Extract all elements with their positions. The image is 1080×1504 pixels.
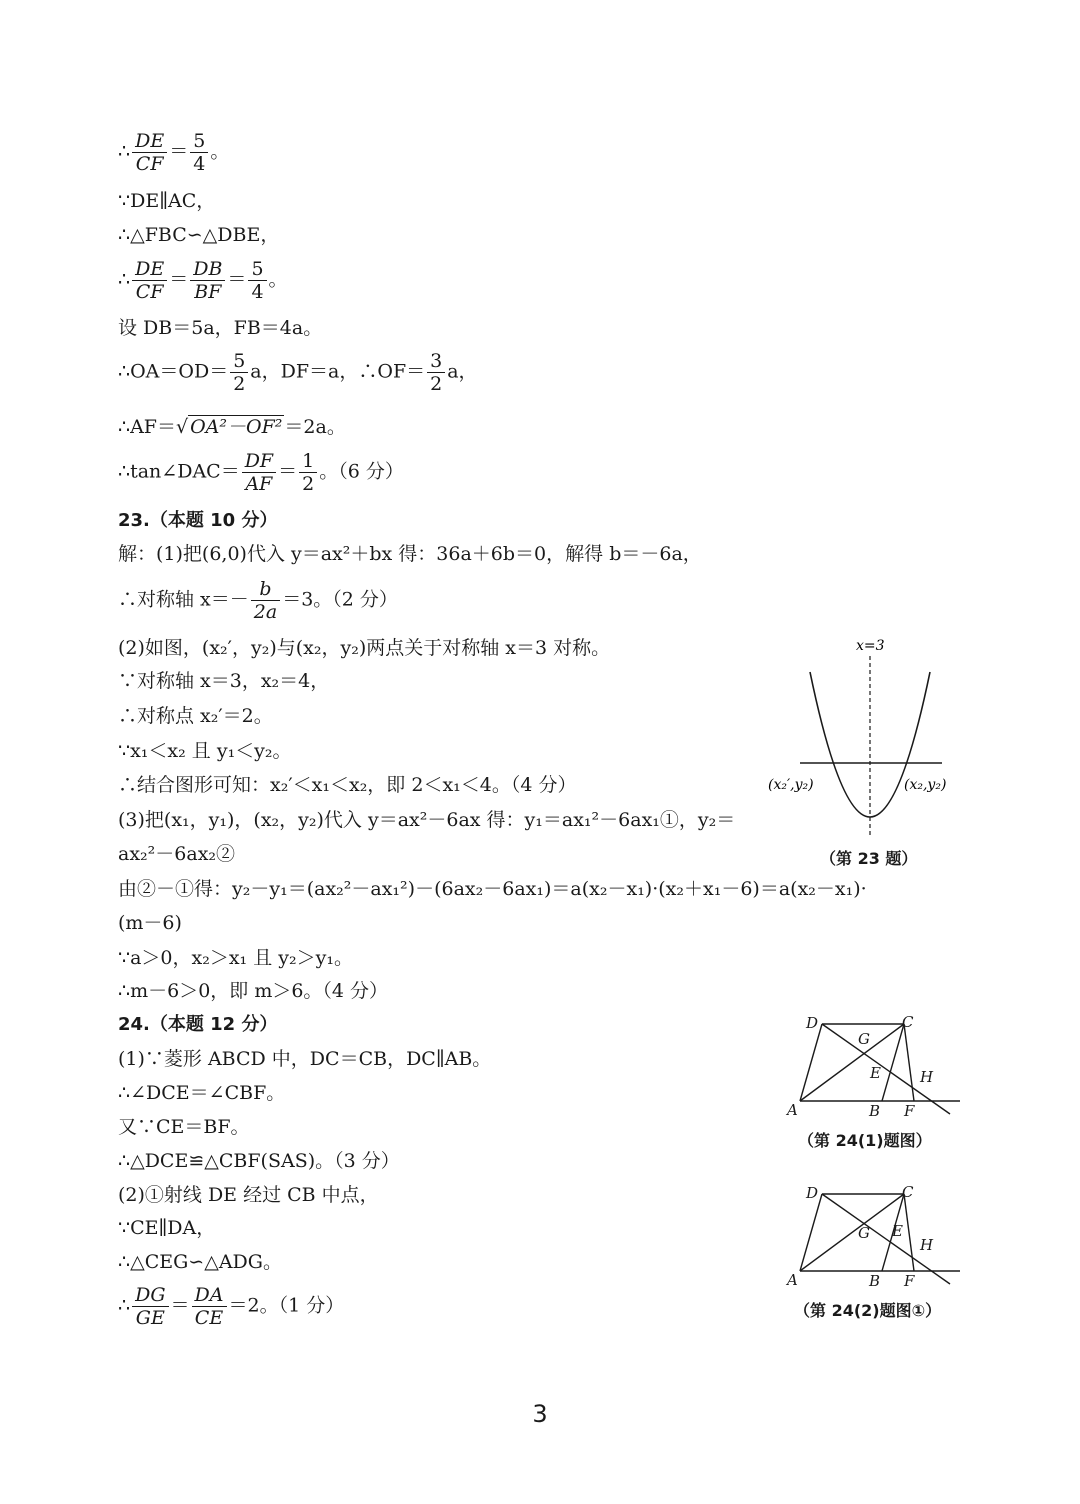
fig24-2-caption: （第 24(2)题图①）: [794, 1301, 942, 1320]
p23-line-7: ∴结合图形可知：x₂′＜x₁＜x₂，即 2＜x₁＜4。（4 分）: [118, 774, 577, 796]
page-number: 3: [532, 1400, 548, 1428]
rhombus-figure-1: [780, 1010, 970, 1125]
label-C: C: [902, 1183, 914, 1201]
p23-line-5: ∴对称点 x₂′＝2。: [118, 705, 273, 727]
p23-line-13: ∴m－6＞0，即 m＞6。（4 分）: [118, 980, 389, 1002]
axis-label: x=3: [856, 638, 885, 654]
fig24-1-caption: （第 24(1)题图）: [798, 1131, 932, 1150]
label-H: H: [920, 1236, 934, 1254]
label-B: B: [869, 1272, 881, 1290]
p22-line-3: ∴△FBC∽△DBE，: [118, 224, 280, 246]
p22-line-7: ∴AF＝√ OA²－OF² ＝2a。: [118, 416, 346, 438]
p22-line-4: ∴ $\frac{DE}{CF}$ ＝ $\frac{DB}{BF}$ ＝ $\frac{5}{4}$ 。: [118, 258, 288, 303]
p24-line-5: (2)①射线 DE 经过 CB 中点，: [118, 1184, 379, 1206]
left-point-label: (x₂′,y₂): [768, 777, 814, 793]
p24-line-2: ∴∠DCE＝∠CBF。: [118, 1082, 286, 1104]
label-C: C: [902, 1013, 914, 1031]
label-F: F: [904, 1102, 915, 1120]
p24-line-8: ∴ $\frac{DG}{GE}$ ＝ $\frac{DA}{CE}$ ＝2。（1 分）: [118, 1284, 345, 1329]
p22-line-1: ∴ $\frac{DE}{CF}$ ＝ $\frac{5}{4}$ 。: [118, 130, 230, 175]
fig23-caption: （第 23 题）: [820, 849, 918, 868]
p22-line-5: 设 DB＝5a，FB＝4a。: [118, 317, 323, 339]
parabola-figure: [760, 632, 980, 842]
p24-line-3: 又∵CE＝BF。: [118, 1116, 250, 1138]
label-G: G: [858, 1224, 870, 1242]
rhombus-figure-2: [780, 1180, 970, 1295]
label-B: B: [869, 1102, 881, 1120]
label-F: F: [904, 1272, 915, 1290]
p23-line-12: ∵a＞0，x₂＞x₁ 且 y₂＞y₁。: [118, 947, 353, 969]
p22-line-6: ∴OA＝OD＝ $\frac{5}{2}$ a，DF＝a，∴OF＝ $\frac{3}{2}$ a，: [118, 350, 478, 395]
p24-heading: 24.（本题 12 分）: [118, 1014, 278, 1035]
label-E: E: [892, 1222, 903, 1240]
label-D: D: [806, 1014, 819, 1032]
p23-line-8: (3)把(x₁，y₁)，(x₂，y₂)代入 y＝ax²－6ax 得：y₁＝ax₁²－6ax₁①，y₂＝: [118, 809, 736, 831]
p23-line-6: ∵x₁＜x₂ 且 y₁＜y₂。: [118, 740, 292, 762]
p23-line-11: (m－6): [118, 912, 182, 934]
right-point-label: (x₂,y₂): [904, 777, 947, 793]
p24-line-1: (1)∵菱形 ABCD 中，DC＝CB，DC∥AB。: [118, 1048, 492, 1070]
p23-line-2: ∴对称轴 x＝－ $\frac{b}{2a}$ ＝3。（2 分）: [118, 578, 398, 623]
p24-line-6: ∵CE∥DA，: [118, 1217, 216, 1239]
label-E: E: [870, 1064, 881, 1082]
label-A: A: [787, 1101, 798, 1119]
p23-line-4: ∵对称轴 x＝3，x₂＝4，: [118, 670, 330, 692]
label-G: G: [858, 1030, 870, 1048]
p23-line-3: (2)如图，(x₂′，y₂)与(x₂，y₂)两点关于对称轴 x＝3 对称。: [118, 637, 611, 659]
label-A: A: [787, 1271, 798, 1289]
label-D: D: [806, 1184, 819, 1202]
p23-line-10: 由②－①得：y₂－y₁＝(ax₂²－ax₁²)－(6ax₂－6ax₁)＝a(x₂－x₁)·(x₂＋x₁－6)＝a(x₂－x₁)·: [118, 878, 867, 900]
label-H: H: [920, 1068, 934, 1086]
p23-line-9: ax₂²－6ax₂②: [118, 843, 236, 865]
p23-line-1: 解：(1)把(6,0)代入 y＝ax²＋bx 得：36a＋6b＝0，解得 b＝－6a，: [118, 543, 702, 565]
p22-line-2: ∵DE∥AC，: [118, 190, 216, 212]
p24-line-4: ∴△DCE≌△CBF(SAS)。（3 分）: [118, 1150, 400, 1172]
p24-line-7: ∴△CEG∽△ADG。: [118, 1251, 282, 1273]
p23-heading: 23.（本题 10 分）: [118, 510, 278, 531]
p22-line-8: ∴tan∠DAC＝ $\frac{DF}{AF}$ ＝ $\frac{1}{2}$ 。（6 分）: [118, 450, 404, 495]
